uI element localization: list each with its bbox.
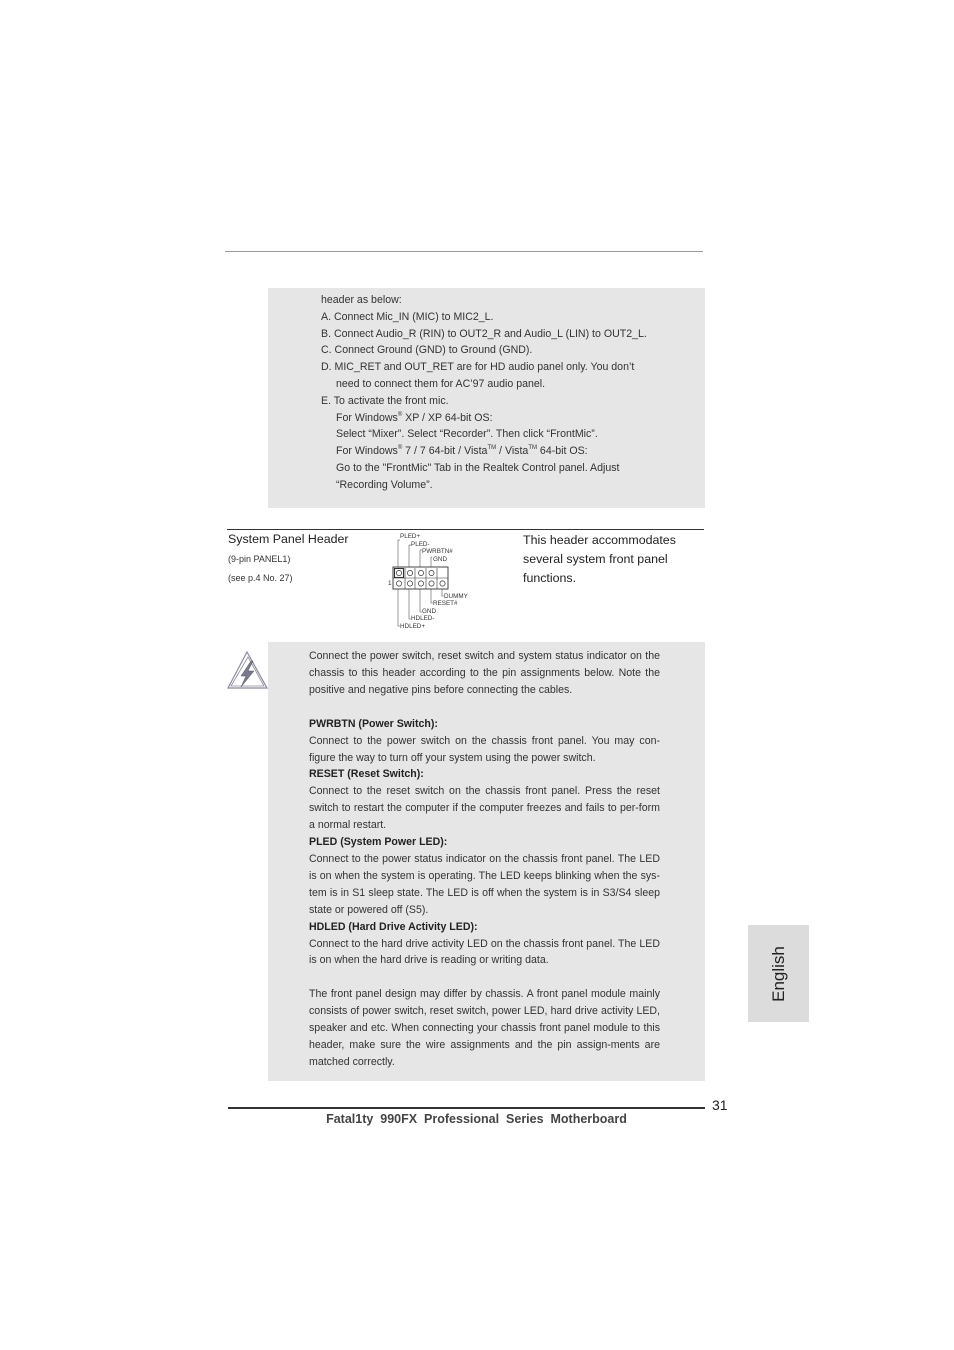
- label-gnd-top: GND: [433, 556, 447, 563]
- hdled-heading: HDLED (Hard Drive Activity LED):: [309, 920, 478, 933]
- page-number: 31: [712, 1097, 728, 1113]
- audio-line: need to connect them for AC’97 audio panel.: [336, 377, 546, 390]
- windows-xp-line: [321, 410, 701, 427]
- pled-heading: PLED (System Power LED):: [309, 836, 448, 849]
- win-7-text: For Windows: [336, 445, 398, 458]
- win-xp-text: For Windows: [336, 411, 398, 424]
- win-7-text: 7 / 7 64-bit / Vista: [402, 445, 488, 458]
- audio-line: D. MIC_RET and OUT_RET are for HD audio panel only. You don’t: [321, 361, 635, 374]
- pwrbtn-heading: PWRBTN (Power Switch):: [309, 717, 438, 730]
- warning-lightning-icon: [227, 649, 269, 691]
- win-xp-text: XP / XP 64-bit OS:: [402, 411, 493, 424]
- audio-line: “Recording Volume”.: [336, 478, 433, 491]
- label-gnd-bottom: GND: [422, 608, 436, 615]
- intro-paragraph: Connect the power switch, reset switch and system status indicator on the chassis to this header according to the pin assignments below. Note the positive and negative pins before connecting the cables.: [309, 650, 660, 696]
- label-pled-minus: PLED-: [411, 541, 430, 548]
- panel-notes-text: [309, 648, 660, 1071]
- panel-header-pin-diagram: [388, 531, 478, 631]
- system-panel-description: This header accommodates several system front panel functions.: [523, 533, 676, 585]
- registered-mark: ®: [397, 411, 403, 418]
- page-reference: (see p.4 No. 27): [228, 573, 293, 583]
- windows-7-line: [321, 443, 701, 460]
- audio-line: E. To activate the front mic.: [321, 394, 449, 407]
- pled-paragraph: Connect to the power status indicator on the chassis front panel. The LED is on when the system is operating. The LED keeps blinking when the sys-tem is in S1 sleep state. The LED is off when the system is in S3/S4 sleep state or powered off (S5).: [309, 852, 660, 916]
- footer-title: Fatal1ty 990FX Professional Series Motherboard: [326, 1112, 627, 1126]
- label-hdled-minus: HDLED-: [411, 615, 435, 622]
- system-panel-title: System Panel Header: [228, 532, 349, 546]
- trademark-mark: TM: [487, 445, 497, 452]
- label-hdled-plus: HDLED+: [400, 623, 426, 630]
- audio-line: Go to the "FrontMic" Tab in the Realtek Control panel. Adjust: [336, 461, 620, 474]
- bottom-divider: [228, 1107, 705, 1109]
- pin-count-label: (9-pin PANEL1): [228, 554, 291, 564]
- language-tab-label: English: [768, 945, 788, 1002]
- win-7-text: 64-bit OS:: [536, 445, 588, 458]
- audio-line: B. Connect Audio_R (RIN) to OUT2_R and Audio_L (LIN) to OUT2_L.: [321, 327, 647, 340]
- closing-paragraph: The front panel design may differ by chassis. A front panel module mainly consists of power switch, reset switch, power LED, hard drive activity LED, speaker and etc. When connecting your chassis front panel module to this header, make sure the wire assignments and the pin assign-ments are matched correctly.: [309, 988, 660, 1068]
- label-dummy: DUMMY: [444, 593, 468, 600]
- top-divider: [225, 251, 703, 252]
- label-pin-one: 1: [388, 580, 392, 587]
- reset-paragraph: Connect to the reset switch on the chassis front panel. Press the reset switch to restart the computer if the computer freezes and fails to per-form a normal restart.: [309, 785, 660, 832]
- registered-mark: ®: [397, 445, 403, 452]
- audio-instructions-box: [268, 288, 705, 508]
- language-tab: [748, 925, 809, 1022]
- audio-line: C. Connect Ground (GND) to Ground (GND).: [321, 344, 533, 357]
- label-pwrbtn: PWRBTN#: [422, 548, 453, 555]
- pwrbtn-paragraph: Connect to the power switch on the chassis front panel. You may con-figure the way to turn off your system using the power switch.: [309, 734, 660, 764]
- hdled-paragraph: Connect to the hard drive activity LED on the chassis front panel. The LED is on when the hard drive is reading or writing data.: [309, 937, 660, 967]
- label-pled-plus: PLED+: [400, 533, 421, 540]
- trademark-mark: TM: [528, 445, 537, 452]
- audio-instructions-text: [321, 292, 701, 494]
- reset-heading: RESET (Reset Switch):: [309, 768, 424, 781]
- label-reset: RESET#: [433, 600, 458, 607]
- win-7-text: / Vista: [496, 445, 529, 458]
- audio-line: header as below:: [321, 294, 402, 306]
- audio-line: Select “Mixer”. Select “Recorder”. Then click “FrontMic”.: [336, 428, 598, 441]
- section-divider: [227, 529, 704, 530]
- audio-line: A. Connect Mic_IN (MIC) to MIC2_L.: [321, 310, 494, 323]
